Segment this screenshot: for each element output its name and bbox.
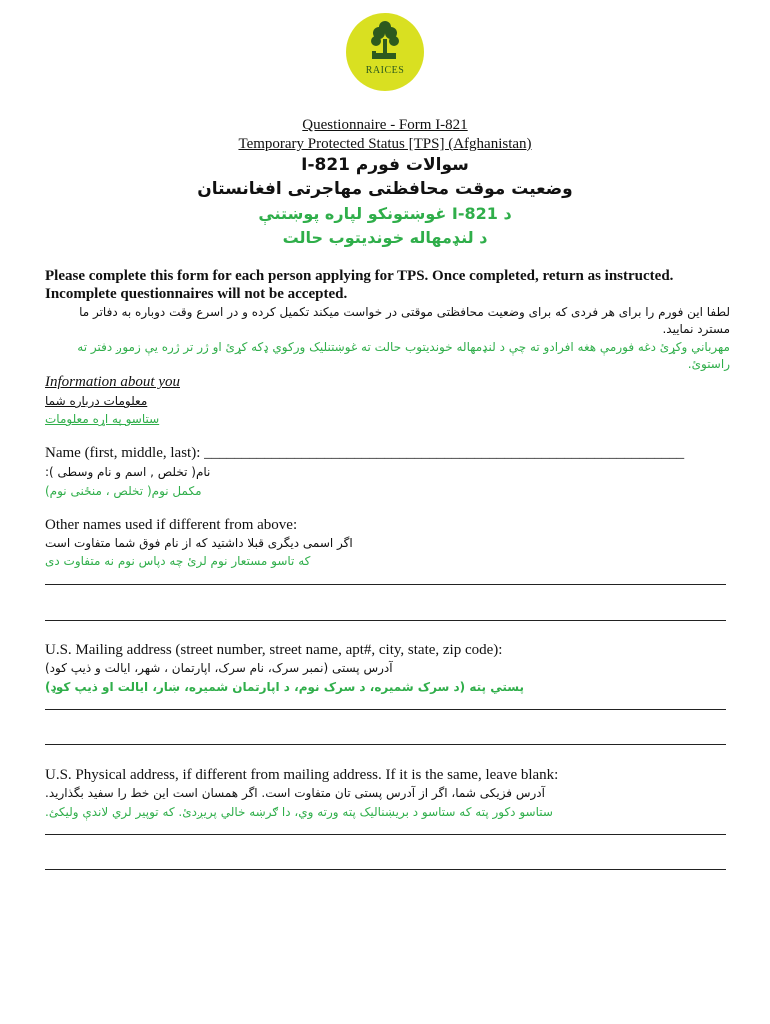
physical-address-label-pashto: ستاسو دکور پته که ستاسو د بریښنالیک پته ورته وي، دا ګرښه خالي پریږدئ. که توپیر لري لاندې ولیکئ. — [45, 805, 553, 819]
form-title: Questionnaire - Form I-821 — [302, 117, 468, 133]
form-title-dari: سوالات فورم I-821 — [301, 155, 469, 175]
name-field-label-pashto: مکمل نوم( تخلص ، منځنی نوم) — [45, 484, 202, 498]
tree-hand-icon — [346, 13, 424, 91]
form-subtitle-dari: وضعیت موقت محافظتی مهاجرتی افغانستان — [197, 179, 573, 199]
instructions-pashto: مهرباني وکړئ دغه فورمې هغه افرادو ته چې د لنډمهاله خوندیتوب حالت ته غوښتنلیک ورکوي ډکه کړئ او ژر تر ژره یې زموږ دفتر ته راستوئ. — [77, 340, 730, 371]
other-names-label: Other names used if different from above: — [45, 517, 298, 533]
logo-text: RAICES — [365, 65, 405, 76]
form-title-pashto: د I-821 غوښتونکو لپاره پوښتنې — [258, 204, 512, 223]
physical-address-line-1[interactable] — [45, 834, 726, 835]
other-names-label-dari: اگر اسمی دیگری قبلا داشتید که از نام فوق شما متفاوت است — [45, 536, 353, 550]
section-heading: Information about you — [45, 374, 180, 390]
raices-logo — [346, 13, 424, 91]
mailing-address-line-1[interactable] — [45, 709, 726, 710]
mailing-address-label-pashto: پستي پته (د سرک شمیره، د سرک نوم، د اپارتمان شمیره، ښار، ایالت او ذیپ کوډ) — [45, 680, 524, 694]
mailing-address-label-dari: آدرس پستی (نمبر سرک، نام سرک، اپارتمان ، شهر، ایالت و ذیپ کود) — [45, 661, 393, 675]
name-field-label-dari: نام( تخلص , اسم و نام وسطی ): — [45, 465, 211, 479]
physical-address-line-2[interactable] — [45, 869, 726, 870]
physical-address-label-dari: آدرس فزیکی شما، اگر از آدرس پستی تان متفاوت است. اگر همسان است این خط را سفید بگذارید. — [45, 786, 545, 800]
other-names-line-1[interactable] — [45, 584, 726, 585]
instructions-english: Please complete this form for each person applying for TPS. Once completed, return as instructed. Incomplete questionnaires will not be accepted. — [45, 268, 674, 302]
form-subtitle-pashto: د لنډمهاله خوندیتوب حالت — [282, 228, 488, 247]
section-heading-pashto: ستاسو په اړه معلومات — [45, 412, 160, 426]
section-heading-dari: معلومات درباره شما — [45, 394, 148, 408]
mailing-address-label: U.S. Mailing address (street number, street name, apt#, city, state, zip code): — [45, 642, 503, 658]
form-subtitle: Temporary Protected Status [TPS] (Afghanistan) — [238, 136, 532, 152]
other-names-line-2[interactable] — [45, 620, 726, 621]
name-field-label: Name (first, middle, last): ________________________________________________________________ — [45, 445, 685, 461]
instructions-dari: لطفا این فورم را برای هر فردی که برای وضعیت محافظتی موقتی در خواست میکند تکمیل کرده و در اسرع وقت دوباره به دفاتر ما مسترد نمایید. — [79, 305, 730, 336]
other-names-label-pashto: که تاسو مستعار نوم لرئ چه دپاس نوم نه متفاوت دی — [45, 554, 311, 568]
mailing-address-line-2[interactable] — [45, 744, 726, 745]
physical-address-label: U.S. Physical address, if different from mailing address. If it is the same, leave blank: — [45, 767, 559, 783]
